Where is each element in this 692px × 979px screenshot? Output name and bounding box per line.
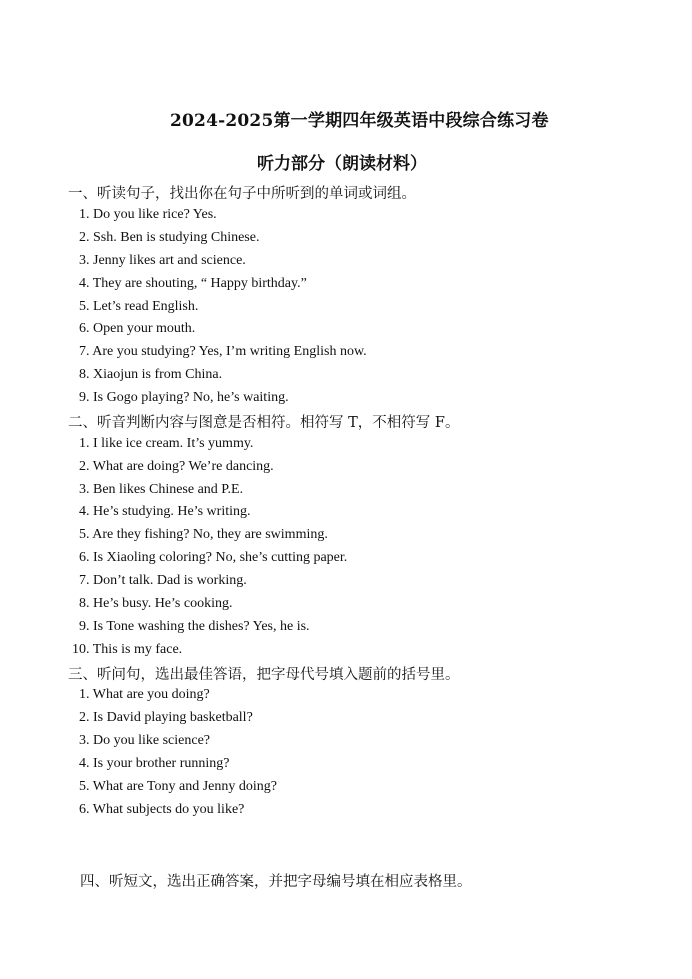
section-1-item: 5. Let’s read English. [79, 299, 199, 314]
page-title: 2024-2025第一学期四年级英语中段综合练习卷 [170, 111, 549, 131]
page-subtitle: 听力部分（朗读材料） [257, 154, 427, 174]
section-1-item: 6. Open your mouth. [79, 321, 196, 336]
section-3-item: 3. Do you like science? [79, 733, 211, 748]
section-3-item: 2. Is David playing basketball? [79, 710, 253, 725]
section-2-item: 4. He’s studying. He’s writing. [79, 504, 251, 519]
section-2-item: 9. Is Tone washing the dishes? Yes, he is. [79, 619, 310, 634]
section-2-item: 8. He’s busy. He’s cooking. [79, 596, 233, 611]
section-1-item: 8. Xiaojun is from China. [79, 367, 223, 382]
section-1-item: 4. They are shouting, “ Happy birthday.” [79, 276, 307, 291]
section-2-item: 7. Don’t talk. Dad is working. [79, 573, 247, 588]
section-3-heading: 三、听问句，选出最佳答语，把字母代号填入题前的括号里。 [68, 667, 460, 683]
section-3-item: 6. What subjects do you like? [79, 802, 245, 817]
section-3-item: 1. What are you doing? [79, 687, 210, 702]
section-1-item: 7. Are you studying? Yes, I’m writing English now. [79, 344, 367, 359]
section-1-item: 2. Ssh. Ben is studying Chinese. [79, 230, 260, 245]
section-2-item: 3. Ben likes Chinese and P.E. [79, 482, 244, 497]
section-3-item: 5. What are Tony and Jenny doing? [79, 779, 277, 794]
section-2-heading: 二、听音判断内容与图意是否相符。相符写 T，不相符写 F。 [68, 415, 460, 431]
section-2-item: 10. This is my face. [72, 642, 183, 657]
section-1-item: 3. Jenny likes art and science. [79, 253, 246, 268]
section-3-item: 4. Is your brother running? [79, 756, 230, 771]
section-4-heading: 四、听短文，选出正确答案，并把字母编号填在相应表格里。 [80, 874, 472, 890]
section-1-item: 9. Is Gogo playing? No, he’s waiting. [79, 390, 289, 405]
section-2-item: 2. What are doing? We’re dancing. [79, 459, 274, 474]
section-2-item: 1. I like ice cream. It’s yummy. [79, 436, 254, 451]
section-1-heading: 一、听读句子，找出你在句子中所听到的单词或词组。 [68, 186, 416, 202]
section-2-item: 5. Are they fishing? No, they are swimming. [79, 527, 328, 542]
section-2-item: 6. Is Xiaoling coloring? No, she’s cutting paper. [79, 550, 348, 565]
section-1-item: 1. Do you like rice? Yes. [79, 207, 217, 222]
